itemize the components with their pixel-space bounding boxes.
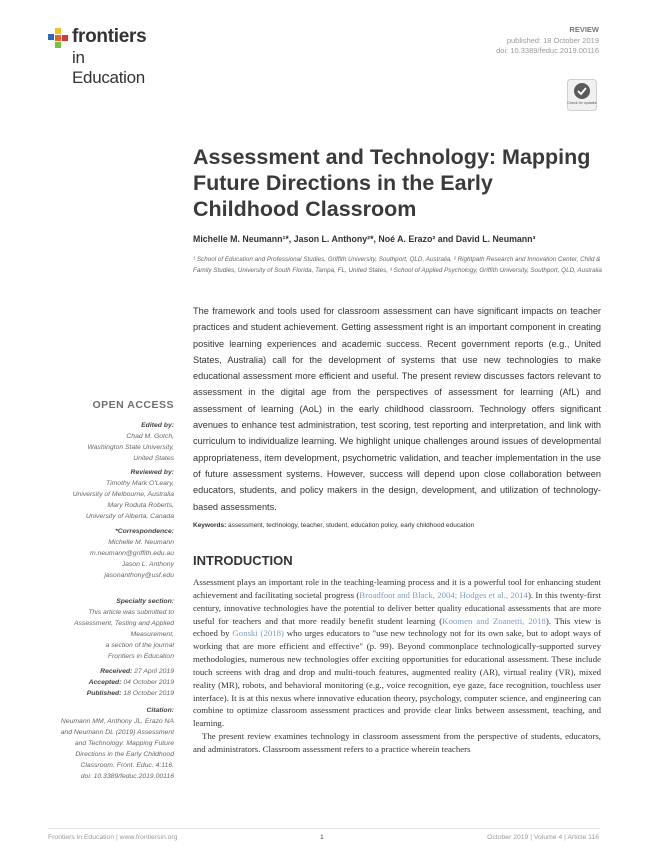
abstract: The framework and tools used for classroom assessment can have significant impacts on teacher practices and student achievement. Getting assessment right is an important component in creating positive learning experiences and academic success. Recent government reports (e.g., United States, Australia) call for the development of systems that use new technologies to make educational assessment more efficient and useful. The present review discusses factors relevant to assessment in the digital age from the perspectives of assessment for learning (AfL) and assessment of learning (AoL) in the early childhood classroom. Technology offers significant avenues to enhance test administration, test scoring, test reporting and interpretation, and link with curriculum to individualize learning. We highlight unique challenges around issues of developmental appropriateness, item development, psychometric validation, and teacher implementation in the use of future assessment systems. However, success will depend upon close collaboration between educators, students, and policy makers in the design, development, and utilization of technology-based assessments. xyxy=(193,306,601,512)
open-access-label: OPEN ACCESS xyxy=(92,399,174,411)
sidebar-editor: Edited by: Chad M. Gotch, Washington State University, United States xyxy=(34,420,174,464)
author-list: Michelle M. Neumann¹*, Jason L. Anthony²*, Noé A. Erazo² and David L. Neumann³ xyxy=(193,234,536,244)
article-doi[interactable]: doi: 10.3389/feduc.2019.00116 xyxy=(496,46,599,55)
reviewed-by-label: Reviewed by: xyxy=(130,469,174,476)
journal-logo xyxy=(48,25,158,87)
specialty-label: Specialty section: xyxy=(116,598,174,605)
footer-volume-info: October 2019 | Volume 4 | Article 116 xyxy=(487,834,599,841)
page-number: 1 xyxy=(320,834,324,841)
email-link[interactable]: jasonanthony@usf.edu xyxy=(104,572,174,579)
sidebar-dates: Received: 27 April 2019 Accepted: 04 October 2019 Published: 18 October 2019 xyxy=(86,668,174,697)
affiliations: ¹ School of Education and Professional Studies, Griffith University, Southport, QLD, Australia, ² Rightpath Research and Innovation Center, Child & Family Studies, University of South Florida, Tampa, FL, United States, ³ School of Applied Psychology, Griffith University, Southport, QLD, Australia xyxy=(193,256,602,275)
correspondence-label: *Correspondence: xyxy=(115,528,174,535)
intro-paragraph-2: The present review examines technology in classroom assessment from the perspective of students, educators, and administrators. Classroom assessment refers to a practice wherein teachers xyxy=(193,731,601,754)
article-header-info xyxy=(496,25,599,57)
article-title: Assessment and Technology: Mapping Future Directions in the Early Childhood Classroom xyxy=(193,145,591,221)
footer-divider xyxy=(48,828,600,829)
email-link[interactable]: m.neumann@griffith.edu.au xyxy=(90,550,174,557)
introduction-body xyxy=(193,576,601,756)
citation-label: Citation: xyxy=(146,707,174,714)
citation-link[interactable]: Koomen and Zoanetti, 2018 xyxy=(442,615,546,626)
sidebar-citation: Citation: Neumann MM, Anthony JL, Erazo NA and Neumann DL (2019) Assessment and Technology: Mapping Future Directions in the Early Childhood Classroom. Front. Educ. 4:116. doi: 10.3389/feduc.2019.00116 xyxy=(34,705,174,782)
keywords-text: assessment, technology, teacher, student, education policy, early childhood education xyxy=(228,522,475,529)
citation-link[interactable]: Broadfoot and Black, 2004; Hodges et al., 2014 xyxy=(359,589,528,600)
section-heading-introduction: INTRODUCTION xyxy=(193,553,293,568)
frontiers-logo-icon xyxy=(48,28,68,48)
sidebar-reviewers: Reviewed by: Timothy Mark O'Leary, University of Melbourne, Australia Mary Roduta Roberts, University of Alberta, Canada xyxy=(34,467,174,522)
sidebar-specialty: Specialty section: This article was submitted to Assessment, Testing and Applied Measurement, a section of the journal Frontiers in Education xyxy=(34,596,174,662)
journal-name-line1: frontiers xyxy=(72,26,147,47)
check-for-updates-icon[interactable] xyxy=(567,79,597,111)
check-badge-label: Check for updates xyxy=(567,101,597,105)
citation-link[interactable]: Gonski (2018) xyxy=(232,628,284,639)
keywords xyxy=(193,522,603,529)
intro-paragraph-1: Assessment plays an important role in the teaching-learning process and it is a powerful tool for enhancing student achievement and facilitating societal progress (Broadfoot and Black, 2004; Hodges et al., 2014). In this twenty-first century, innovative technologies have the potential to deliver better quality educational assessments that are more useful for teachers and that more readily benefit student learning (Koomen and Zoanetti, 2018). This view is echoed by Gonski (2018) who urges educators to "use new technology not for its own sake, but to adopt ways of working that are more efficient and effective" (p. 99). Beyond commonplace technologically-supported survey methodologies, numerous new technologies offer exciting opportunities for educational assessment. These include touch screens with drag and drop and multi-touch features, augmented reality (AR), virtual reality (VR), mixed reality (MR), robots, and behavioral monitoring (e.g., voice recognition, eye gaze, face recognition, touchless user interface). It is at this nexus where innovative education theory, psychology, computer science, and engineering can combine to optimize classroom assessment practices and provide clear links between assessment, teaching, and learning. xyxy=(193,577,601,729)
sidebar-correspondence: *Correspondence: Michelle M. Neumann m.neumann@griffith.edu.au Jason L. Anthony jasonanthony@usf.edu xyxy=(34,526,174,581)
edited-by-label: Edited by: xyxy=(141,422,174,429)
article-type: REVIEW xyxy=(569,25,599,34)
footer-journal[interactable]: Frontiers in Education | www.frontiersin.org xyxy=(48,834,178,841)
journal-name-line2: in Education xyxy=(72,48,145,87)
keywords-label: Keywords: xyxy=(193,522,227,529)
published-date: published: 18 October 2019 xyxy=(506,35,599,45)
